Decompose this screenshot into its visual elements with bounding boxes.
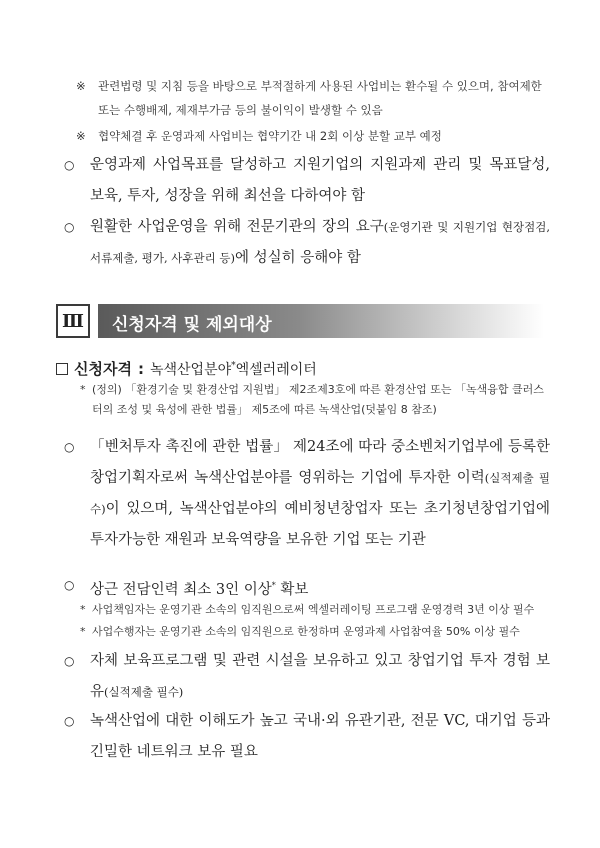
section-title-bar xyxy=(98,304,544,338)
bullet-registered-accelerator xyxy=(64,432,550,556)
footnote-staff-leader xyxy=(80,600,554,620)
footnote-mark: * xyxy=(80,383,86,396)
footnote-staff-member xyxy=(80,622,554,642)
bullet-text: 운영과제 사업목표를 달성하고 지원기업의 지원과제 관리 및 목표달성, 보육, 투자, 성장을 위해 최선을 다하여야 함 xyxy=(90,157,550,204)
bullet-mark: ○ xyxy=(64,220,75,234)
bullet-mark: ○ xyxy=(64,440,75,454)
note-text: 관련법령 및 지침 등을 바탕으로 부적절하게 사용된 사업비는 환수될 수 있으며, 참여제한 또는 수행배제, 제재부가금 등의 불이익이 발생할 수 있음 xyxy=(98,79,542,117)
bullet-network xyxy=(64,706,550,768)
bullet-text: 녹색산업에 대한 이해도가 높고 국내·외 유관기관, 전문 VC, 대기업 등과 긴밀한 네트워크 보유 필요 xyxy=(90,713,550,760)
section-header xyxy=(56,304,544,340)
footnote-mark: * xyxy=(80,625,86,638)
footnote-mark: * xyxy=(80,603,86,616)
section-title: 신청자격 및 제외대상 xyxy=(112,315,272,335)
footnote-text: 사업수행자는 운영기관 소속의 임직원으로 한정하며 운영과제 사업참여율 50% 이상 필수 xyxy=(92,625,520,638)
note-refund xyxy=(76,74,556,122)
checkbox-square-icon xyxy=(56,363,68,375)
note-text: 협약체결 후 운영과제 사업비는 협약기간 내 2회 이상 분할 교부 예정 xyxy=(98,129,442,143)
sub-heading-label: 신청자격 xyxy=(74,360,132,378)
footnote-definition xyxy=(80,380,550,420)
bullet-text: 상근 전담인력 최소 3인 이상* 확보 xyxy=(90,581,309,598)
bullet-mark: ○ xyxy=(64,714,75,728)
bullet-text: 자체 보육프로그램 및 관련 시설을 보유하고 있고 창업기업 투자 경험 보유(실적제출 필수) xyxy=(90,653,550,700)
bullet-program xyxy=(64,646,550,708)
note-installment xyxy=(76,124,556,148)
bullet-goal xyxy=(64,150,550,212)
note-mark: ※ xyxy=(76,79,86,93)
sub-heading-eligibility: 신청자격 : 녹색산업분야*엑셀러레이터 xyxy=(56,356,556,380)
bullet-text: 「벤처투자 촉진에 관한 법률」 제24조에 따라 중소벤처기업부에 등록한 창업기획자로써 녹색산업분야를 영위하는 기업에 투자한 이력(실적제출 필수)이 있으며, 녹색산업분야의 예비청년창업자 또는 초기청년창업기업에 투자가능한 재원과 보육역량을 보유한 기업 또는 기관 xyxy=(90,439,550,548)
bullet-mark: ○ xyxy=(64,578,75,592)
footnote-text: (정의) 「환경기술 및 환경산업 지원법」 제2조제3호에 따른 환경산업 또는 「녹색융합 클러스터의 조성 및 육성에 관한 법률」 제5조에 따른 녹색산업(덧붙임 8 참조) xyxy=(92,383,544,416)
footnote-text: 사업책임자는 운영기관 소속의 임직원으로써 엑셀러레이팅 프로그램 운영경력 3년 이상 필수 xyxy=(92,603,535,616)
sub-heading-value: 녹색산업분야 xyxy=(149,362,232,378)
bullet-mark: ○ xyxy=(64,654,75,668)
bullet-mark: ○ xyxy=(64,158,75,172)
section-number: Ⅲ xyxy=(56,304,90,338)
bullet-cooperation xyxy=(64,212,550,274)
bullet-text: 원활한 사업운영을 위해 전문기관의 장의 요구(운영기관 및 지원기업 현장점검, 서류제출, 평가, 사후관리 등)에 성실히 응해야 함 xyxy=(90,219,550,266)
note-mark: ※ xyxy=(76,129,86,143)
